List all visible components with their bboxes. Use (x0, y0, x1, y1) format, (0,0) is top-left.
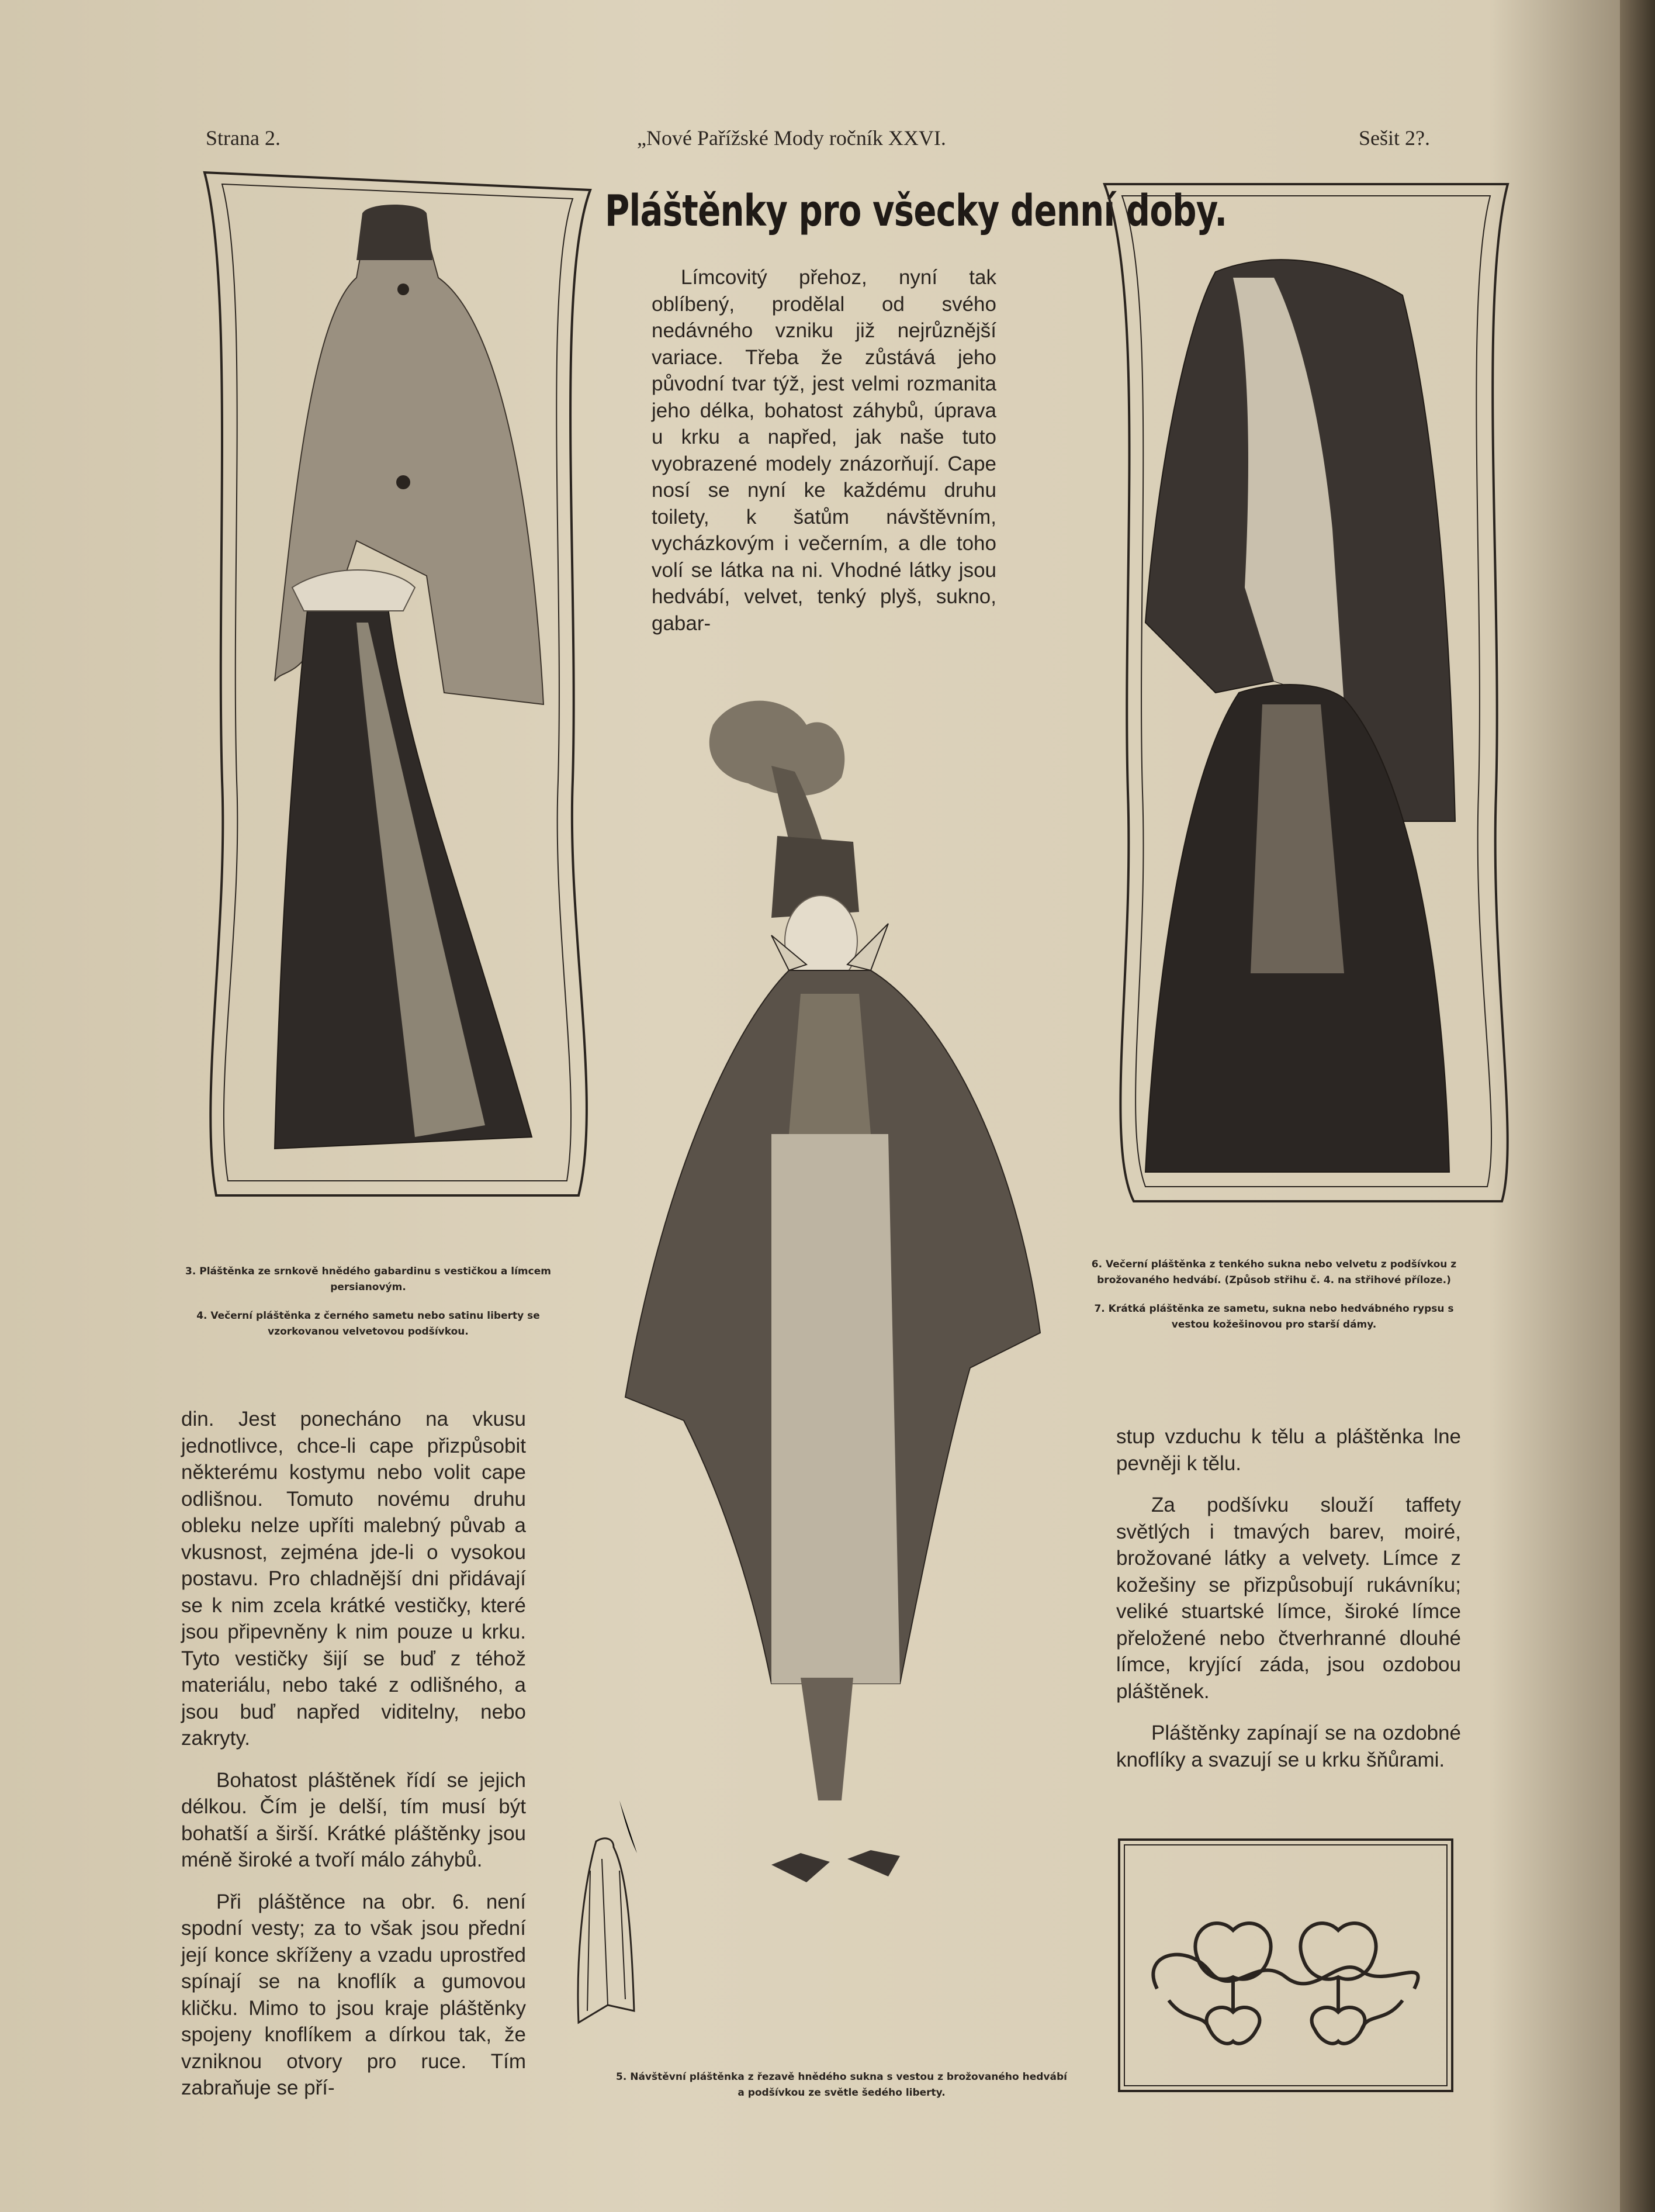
left-illustration-frame (193, 167, 602, 1219)
caption-figure-3: 3. Pláštěnka ze srnkově hnědého gabardinu s vestičkou a límcem persianovým. (185, 1266, 551, 1293)
cape-body (625, 924, 1040, 1882)
captions-left (178, 1264, 558, 1353)
header-issue-number: Sešit 2?. (1359, 126, 1430, 150)
right-text-column (1116, 1423, 1461, 1788)
figure-5-woman-illustration (596, 690, 1075, 2034)
article-title: Pláštěnky pro všecky denní doby. (605, 186, 1227, 236)
header-page-number: Strana 2. (206, 126, 281, 150)
caption-figure-6: 6. Večerní pláštěnka z tenkého sukna nebo velvetu z podšívkou z brožovaného hedvábí. (Způsob střihu č. 4. na střihové příloze.) (1091, 1259, 1457, 1286)
header-magazine-title: „Nové Pařížské Mody ročník XXVI. (637, 126, 946, 150)
right-illustration-frame (1099, 178, 1519, 1219)
cape-back-sketch (573, 1836, 637, 2028)
left-paragraph-1: din. Jest ponecháno na vkusu jednotlivce, chce-li cape přizpůsobit některému kostymu nebo volit cape odlišnou. Tomuto novému druhu obleku nelze upříti malebný půvab a vkusnost, zejména jde-li o vysokou postavu. Pro chladnější dni přidávají se k nim zcela krátké vestičky, které jsou připevněny k nim pouze u krku. Tyto vestičky šijí se buď z téhož materiálu, nebo také z odlišného, a jsou buď napřed viditelny, nebo zakryty. (181, 1408, 526, 1750)
binding-spine (1620, 0, 1655, 2212)
caption-figure-4: 4. Večerní pláštěnka z černého sametu nebo satinu liberty se vzorkovanou velvetovou podšívkou. (196, 1310, 540, 1337)
intro-paragraph: Límcovitý přehoz, nyní tak oblíbený, prodělal od svého nedávného vzniku již nejrůznější variace. Třeba že zůstává jeho původní tvar týž, jest velmi rozmanita jeho délka, bohatost záhybů, úprava u krku a napřed, jak naše tuto vyobrazené modely znázorňují. Cape nosí se nyní ke každému druhu toilety, k šatům návštěvním, vycházkovým i večerním, a dle toho volí se látka na ni. Vhodné látky jsou hedvábí, velvet, tenký plyš, sukno, gabar- (652, 266, 996, 635)
left-paragraph-2: Bohatost pláštěnek řídí se jejich délkou. Čím je delší, tím musí být bohatší a širší. Krátké pláštěnky jsou méně široké a tvoří málo záhybů. (181, 1768, 526, 1871)
left-paragraph-3: Při pláštěnce na obr. 6. není spodní vesty; za to však jsou přední její konce skříženy a vzadu uprostřed spínají se na knoflík a gumovou kličku. Mimo to jsou kraje pláštěnky spojeny knoflíkem a dírkou tak, že vzniknou otvory pro ruce. Tím zabraňuje se pří- (181, 1890, 526, 2099)
left-text-column (181, 1406, 526, 2117)
art-nouveau-ornament (1153, 1923, 1418, 2044)
caption-figure-7: 7. Krátká pláštěnka ze sametu, sukna nebo hedvábného rypsu s vestou kožešinovou pro starší dámy. (1094, 1303, 1454, 1330)
captions-right (1081, 1257, 1467, 1346)
right-paragraph-2: Za podšívku slouží taffety světlých i tmavých barev, moiré, brožované látky a velvety. Límce z kožešiny se přizpůsobují rukávníku; veliké stuartské límce, široké límce přeložené nebo čtverhranné dlouhé límce, kryjící záda, jsou ozdobou pláštěnek. (1116, 1494, 1461, 1703)
caption-figure-5: 5. Návštěvní pláštěnka z řezavě hnědého sukna s vestou z brožovaného hedvábí a podšívkou ze světle šedého liberty. (616, 2071, 1067, 2099)
right-paragraph-1: stup vzduchu k tělu a pláštěnka lne pevněji k tělu. (1116, 1425, 1461, 1475)
right-paragraph-3: Pláštěnky zapínají se na ozdobné knoflíky a svazují se u krku šňůrami. (1116, 1722, 1461, 1771)
decorative-ornament-box (1116, 1837, 1455, 2094)
intro-text-column (652, 264, 996, 637)
